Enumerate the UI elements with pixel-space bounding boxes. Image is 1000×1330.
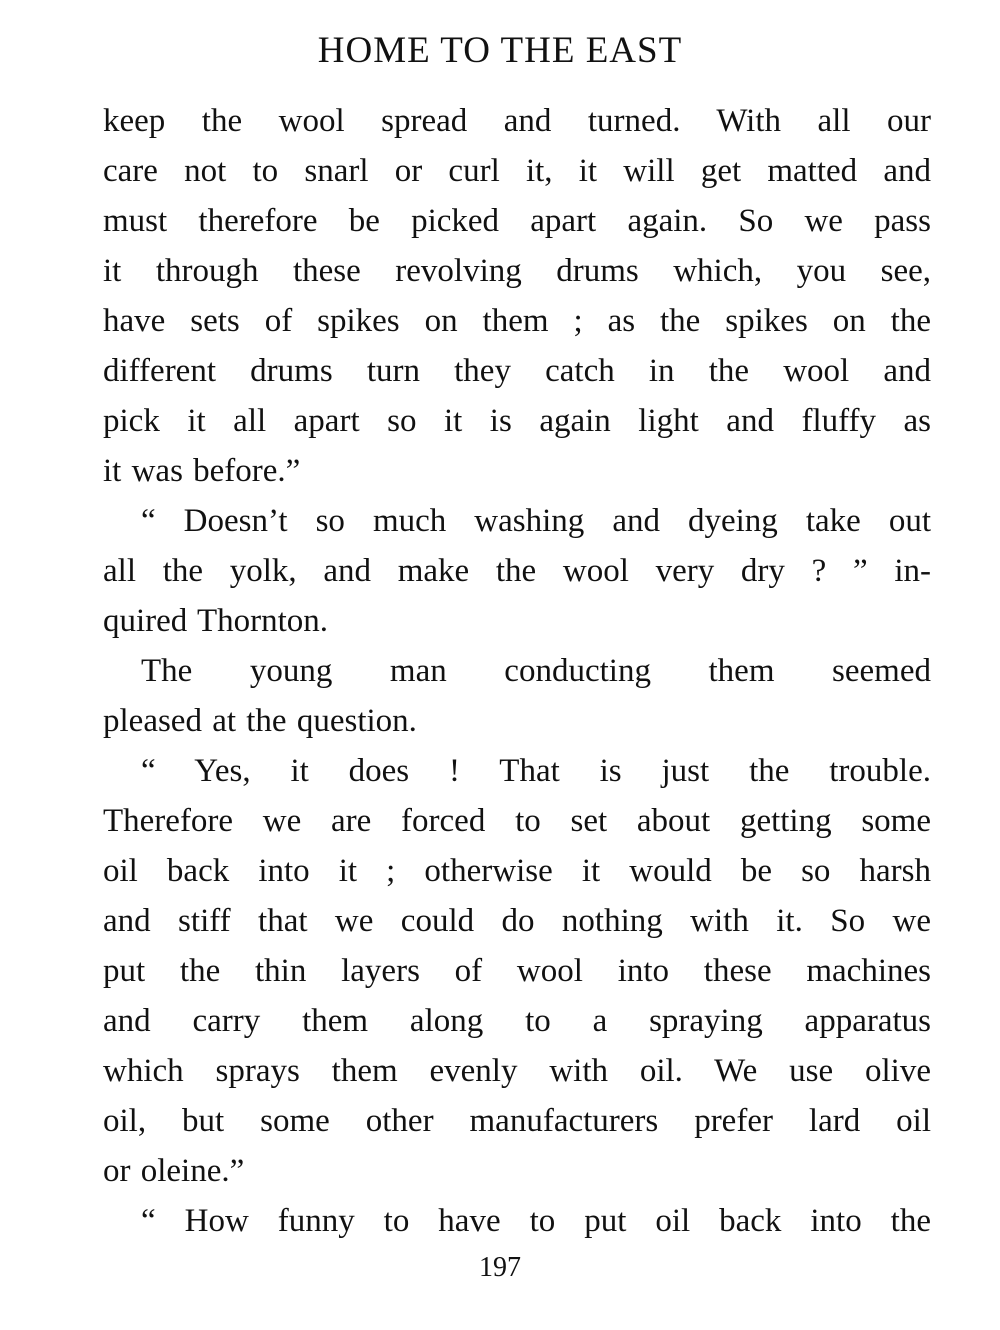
running-header: HOME TO THE EAST xyxy=(317,30,683,71)
text-line: oil, but some other manufacturers prefer lard oil xyxy=(103,1103,931,1139)
text-line: it through these revolving drums which, you see, xyxy=(103,253,931,289)
text-line: quired Thornton. xyxy=(103,603,329,639)
text-line: pleased at the question. xyxy=(103,703,417,739)
text-line: have sets of spikes on them ; as the spikes on the xyxy=(103,303,931,339)
paragraph xyxy=(103,746,931,1196)
text-line: which sprays them evenly with oil. We use olive xyxy=(103,1053,931,1089)
text-line: put the thin layers of wool into these machines xyxy=(103,953,931,989)
text-line: different drums turn they catch in the wool and xyxy=(103,353,931,389)
paragraph xyxy=(103,496,931,646)
page-number: 197 xyxy=(479,1252,521,1283)
paragraph xyxy=(103,1196,931,1246)
paragraph xyxy=(103,96,931,496)
text-line: The young man conducting them seemed xyxy=(141,653,931,689)
text-line: keep the wool spread and turned. With all our xyxy=(103,103,931,139)
page-body xyxy=(103,96,931,1246)
text-line: “ Doesn’t so much washing and dyeing take out xyxy=(141,503,931,539)
text-line: and carry them along to a spraying apparatus xyxy=(103,1003,931,1039)
text-line: it was before.” xyxy=(103,453,301,489)
text-line: care not to snarl or curl it, it will get matted and xyxy=(103,153,931,189)
text-line: pick it all apart so it is again light and fluffy as xyxy=(103,403,931,439)
text-line: Therefore we are forced to set about getting some xyxy=(103,803,931,839)
text-line: oil back into it ; otherwise it would be so harsh xyxy=(103,853,931,889)
text-line: “ How funny to have to put oil back into the xyxy=(141,1203,931,1239)
text-line: all the yolk, and make the wool very dry ? ” in- xyxy=(103,553,931,589)
text-line: and stiff that we could do nothing with it. So we xyxy=(103,903,931,939)
paragraph xyxy=(103,646,931,746)
text-line: “ Yes, it does ! That is just the trouble. xyxy=(141,753,931,789)
text-line: must therefore be picked apart again. So we pass xyxy=(103,203,931,239)
text-line: or oleine.” xyxy=(103,1153,245,1189)
